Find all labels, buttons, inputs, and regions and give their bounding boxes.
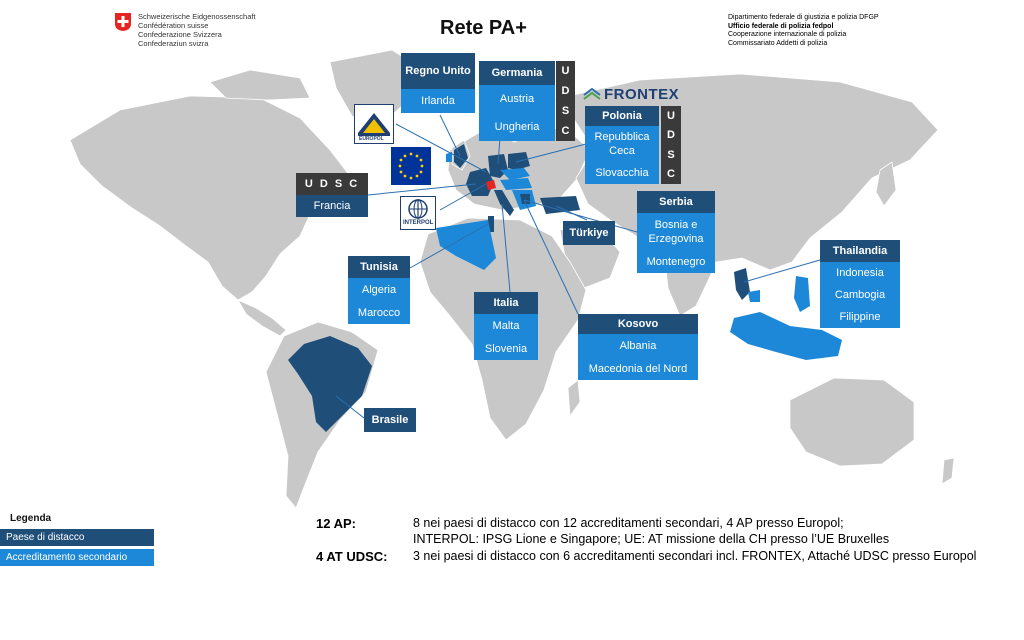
landmass-central-america bbox=[238, 300, 286, 336]
box-turkiye-head: Türkiye bbox=[563, 221, 615, 245]
box-tunisia bbox=[348, 256, 410, 324]
country-turkiye bbox=[540, 196, 580, 214]
box-italy-secondary: Malta Slovenia bbox=[474, 314, 538, 360]
box-tunisia-secondary: Algeria Marocco bbox=[348, 278, 410, 324]
box-germany-head: Germania bbox=[479, 61, 555, 85]
box-brazil-head: Brasile bbox=[364, 408, 416, 432]
box-thailand bbox=[820, 240, 900, 328]
legend-title: Legenda bbox=[10, 513, 52, 524]
note-text-ap-1: 8 nei paesi di distacco con 12 accreditamenti secondari, 4 AP presso Europol; bbox=[413, 516, 844, 530]
box-kosovo bbox=[578, 314, 698, 380]
box-serbia-secondary: Bosnia e Erzegovina Montenegro bbox=[637, 213, 715, 273]
box-kosovo-secondary: Albania Macedonia del Nord bbox=[578, 334, 698, 380]
box-poland-head: Polonia bbox=[585, 106, 659, 126]
swiss-cross-icon bbox=[114, 12, 132, 32]
box-italy-head: Italia bbox=[474, 292, 538, 314]
country-cambodia bbox=[748, 290, 760, 302]
legend-item-primary: Paese di distacco bbox=[0, 529, 154, 546]
box-france-head: U D S C bbox=[296, 173, 368, 195]
box-turkiye bbox=[563, 221, 615, 245]
frontex-logo: FRONTEX bbox=[582, 84, 682, 106]
landmass-arctic-islands bbox=[210, 70, 310, 100]
confederation-text: Schweizerische Eidgenossenschaft Confédération suisse Confederazione Svizzera Confederaziun svizra bbox=[138, 12, 256, 48]
box-kosovo-head: Kosovo bbox=[578, 314, 698, 334]
department-text: Dipartimento federale di giustizia e polizia DFGP Ufficio federale di polizia fedpol Cooperazione internazionale di polizia Commissariato Addetti di polizia bbox=[728, 14, 879, 47]
box-poland bbox=[585, 106, 659, 184]
interpol-logo: INTERPOL bbox=[400, 196, 436, 230]
note-text-udsc: 3 nei paesi di distacco con 6 accreditamenti secondari incl. FRONTEX, Attaché UDSC presso Europol bbox=[413, 549, 977, 563]
box-uk bbox=[401, 53, 475, 113]
landmass-new-zealand bbox=[942, 458, 954, 484]
box-germany-secondary: Austria Ungheria bbox=[479, 85, 555, 141]
box-serbia-head: Serbia bbox=[637, 191, 715, 213]
country-philippines bbox=[794, 276, 810, 312]
interpol-globe-icon bbox=[401, 197, 435, 221]
landmass-madagascar bbox=[568, 380, 580, 416]
note-label-udsc: 4 AT UDSC: bbox=[316, 549, 388, 564]
box-uk-head: Regno Unito bbox=[401, 53, 475, 89]
box-brazil bbox=[364, 408, 416, 432]
box-germany bbox=[479, 61, 555, 141]
box-serbia bbox=[637, 191, 715, 273]
note-text-ap-2: INTERPOL: IPSG Lione e Singapore; UE: AT missione della CH presso l’UE Bruxelles bbox=[413, 532, 890, 546]
box-france-secondary: Francia bbox=[296, 195, 368, 217]
frontex-chevron-icon bbox=[582, 85, 602, 105]
box-france bbox=[296, 173, 368, 217]
box-uk-secondary: Irlanda bbox=[401, 89, 475, 113]
udsc-badge-germany: U D S C bbox=[556, 61, 575, 141]
box-thailand-secondary: Indonesia Cambogia Filippine bbox=[820, 262, 900, 328]
country-thailand bbox=[734, 268, 750, 300]
box-tunisia-head: Tunisia bbox=[348, 256, 410, 278]
box-poland-secondary: Repubblica Ceca Slovacchia bbox=[585, 126, 659, 184]
landmass-australia bbox=[790, 378, 914, 466]
udsc-badge-poland: U D S C bbox=[661, 106, 681, 184]
box-italy bbox=[474, 292, 538, 360]
note-label-ap: 12 AP: bbox=[316, 516, 356, 531]
europol-logo: EUROPOL bbox=[354, 104, 394, 144]
box-thailand-head: Thailandia bbox=[820, 240, 900, 262]
legend-item-secondary: Accreditamento secondario bbox=[0, 549, 154, 566]
eu-flag-icon bbox=[391, 147, 431, 185]
page-title: Rete PA+ bbox=[440, 17, 527, 39]
